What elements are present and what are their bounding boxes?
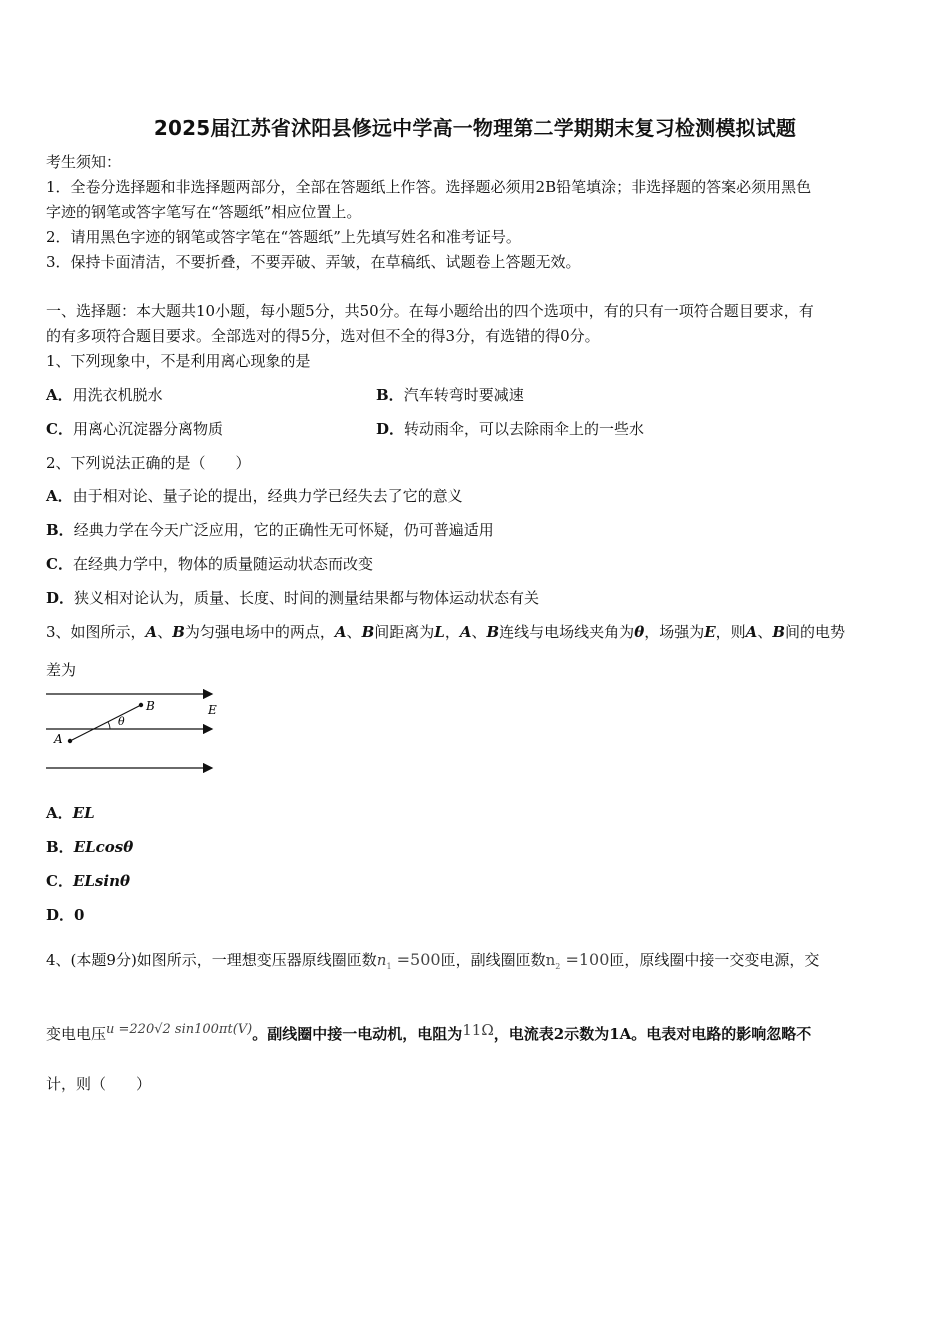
point-a: A: [459, 623, 472, 641]
point-a: A: [334, 623, 347, 641]
angle-arc: [108, 722, 110, 729]
point-b-dot: [139, 703, 143, 707]
option-label: D．: [46, 906, 75, 924]
electric-field-diagram: [40, 684, 230, 776]
stem-text: 连线与电场线夹角为: [499, 623, 635, 641]
option-label: D．: [46, 589, 75, 607]
notice-heading: 考生须知：: [46, 153, 122, 171]
option-text: 由于相对论、量子论的提出，经典力学已经失去了它的意义: [72, 487, 463, 505]
stem-text: ，场强为: [644, 623, 705, 641]
option-text: 0: [74, 906, 85, 924]
q3-option-b: [46, 836, 133, 858]
angle-theta: θ: [634, 623, 645, 641]
section-intro-line-1: 一、选择题：本大题共10小题，每小题5分，共50分。在每小题给出的四个选项中，有的只有一项符合题目要求，有: [46, 302, 814, 320]
resistance-value: 11Ω: [462, 1021, 494, 1039]
notice-item-3: 3．保持卡面清洁，不要折叠，不要弄破、弄皱，在草稿纸、试题卷上答题无效。: [46, 253, 581, 271]
q1-option-b: [376, 384, 524, 406]
q3-stem-line-1: [46, 621, 906, 643]
option-text: 用洗衣机脱水: [72, 386, 163, 404]
option-text: 转动雨伞，可以去除雨伞上的一些水: [404, 420, 645, 438]
q2-option-b: [46, 519, 494, 541]
option-text: ELcosθ: [73, 838, 134, 856]
stem-text: 4、(本题9分)如图所示，一理想变压器原线圈匝数: [46, 951, 377, 969]
page-title: 2025届江苏省沭阳县修远中学高一物理第二学期期末复习检测模拟试题: [153, 116, 797, 140]
q3-number: 3、如图所示，: [46, 623, 146, 641]
q2-stem: 2、下列说法正确的是（ ）: [46, 454, 251, 472]
n1-value: =500: [391, 950, 441, 969]
q1-option-d: [376, 418, 644, 440]
separator: 、: [471, 623, 487, 641]
option-label: B．: [46, 521, 74, 539]
option-label: A．: [46, 386, 73, 404]
distance-l: L: [434, 623, 445, 641]
n2-variable: n: [545, 951, 556, 969]
label-theta: θ: [118, 715, 125, 728]
point-b: B: [486, 623, 500, 641]
segment-ab: [70, 705, 141, 741]
stem-text: 间距离为: [374, 623, 435, 641]
point-b: B: [361, 623, 375, 641]
option-label: C．: [46, 420, 73, 438]
q1-option-c: [46, 418, 223, 440]
notice-item-1-line-1: 1．全卷分选择题和非选择题两部分，全部在答题纸上作答。选择题必须用2B铅笔填涂；非选择题的答案必须用黑色: [46, 178, 812, 196]
q1-stem: 1、下列现象中，不是利用离心现象的是: [46, 352, 311, 370]
q3-stem-line-2: 差为: [46, 661, 77, 679]
option-text: 狭义相对论认为，质量、长度、时间的测量结果都与物体运动状态有关: [74, 589, 540, 607]
voltage-formula: u =220√2 sin100πt(V): [106, 1022, 253, 1037]
q2-option-c: [46, 553, 373, 575]
separator: 、: [157, 623, 173, 641]
stem-text: ，电流表2示数为1A。电表对电路的影响忽略不: [493, 1025, 812, 1043]
point-b: B: [772, 623, 786, 641]
n1-subscript: 1: [386, 962, 392, 971]
n2-value: =100: [560, 950, 610, 969]
point-a-dot: [68, 739, 72, 743]
label-e: E: [208, 703, 217, 717]
point-a: A: [145, 623, 158, 641]
option-text: 在经典力学中，物体的质量随运动状态而改变: [72, 555, 373, 573]
separator: 、: [757, 623, 773, 641]
stem-text: 变电电压: [46, 1025, 107, 1043]
q2-option-d: [46, 587, 539, 609]
q1-option-a: [46, 384, 163, 406]
q4-stem-line-2: [46, 1016, 811, 1048]
separator: 、: [346, 623, 362, 641]
option-label: C．: [46, 872, 73, 890]
q4-stem-line-3: 计，则（ ）: [46, 1075, 152, 1093]
point-a: A: [745, 623, 758, 641]
option-text: ELsinθ: [72, 872, 130, 890]
option-label: B．: [376, 386, 404, 404]
stem-text: 匝，副线圈匝数: [440, 951, 546, 969]
option-label: A．: [46, 487, 73, 505]
option-label: A．: [46, 804, 73, 822]
option-text: EL: [72, 804, 95, 822]
option-text: 汽车转弯时要减速: [403, 386, 524, 404]
option-text: 经典力学在今天广泛应用，它的正确性无可怀疑，仍可普遍适用: [73, 521, 494, 539]
q4-stem-line-1: [46, 946, 819, 981]
point-b: B: [172, 623, 185, 641]
option-label: C．: [46, 555, 73, 573]
notice-item-1-line-2: 字迹的钢笔或答字笔写在“答题纸”相应位置上。: [46, 203, 362, 221]
notice-item-2: 2．请用黑色字迹的钢笔或答字笔在“答题纸”上先填写姓名和准考证号。: [46, 228, 521, 246]
stem-text: ，: [444, 623, 460, 641]
stem-text: 。副线圈中接一电动机，电阻为: [252, 1025, 463, 1043]
n2-subscript: 2: [555, 962, 561, 971]
label-b: B: [146, 699, 155, 713]
n1-variable: n: [376, 951, 387, 969]
option-label: B．: [46, 838, 74, 856]
field-e: E: [704, 623, 716, 641]
stem-text: 为匀强电场中的两点，: [184, 623, 335, 641]
stem-text: ，则: [715, 623, 746, 641]
label-a: A: [54, 732, 63, 746]
q3-option-a: [46, 802, 95, 824]
stem-text: 匝，原线圈中接一交变电源，交: [609, 951, 820, 969]
q3-option-d: [46, 904, 84, 926]
q2-option-a: [46, 485, 463, 507]
section-intro-line-2: 的有多项符合题目要求。全部选对的得5分，选对但不全的得3分，有选错的得0分。: [46, 327, 600, 345]
option-label: D．: [376, 420, 405, 438]
stem-text: 间的电势: [785, 623, 846, 641]
option-text: 用离心沉淀器分离物质: [72, 420, 223, 438]
q3-option-c: [46, 870, 130, 892]
